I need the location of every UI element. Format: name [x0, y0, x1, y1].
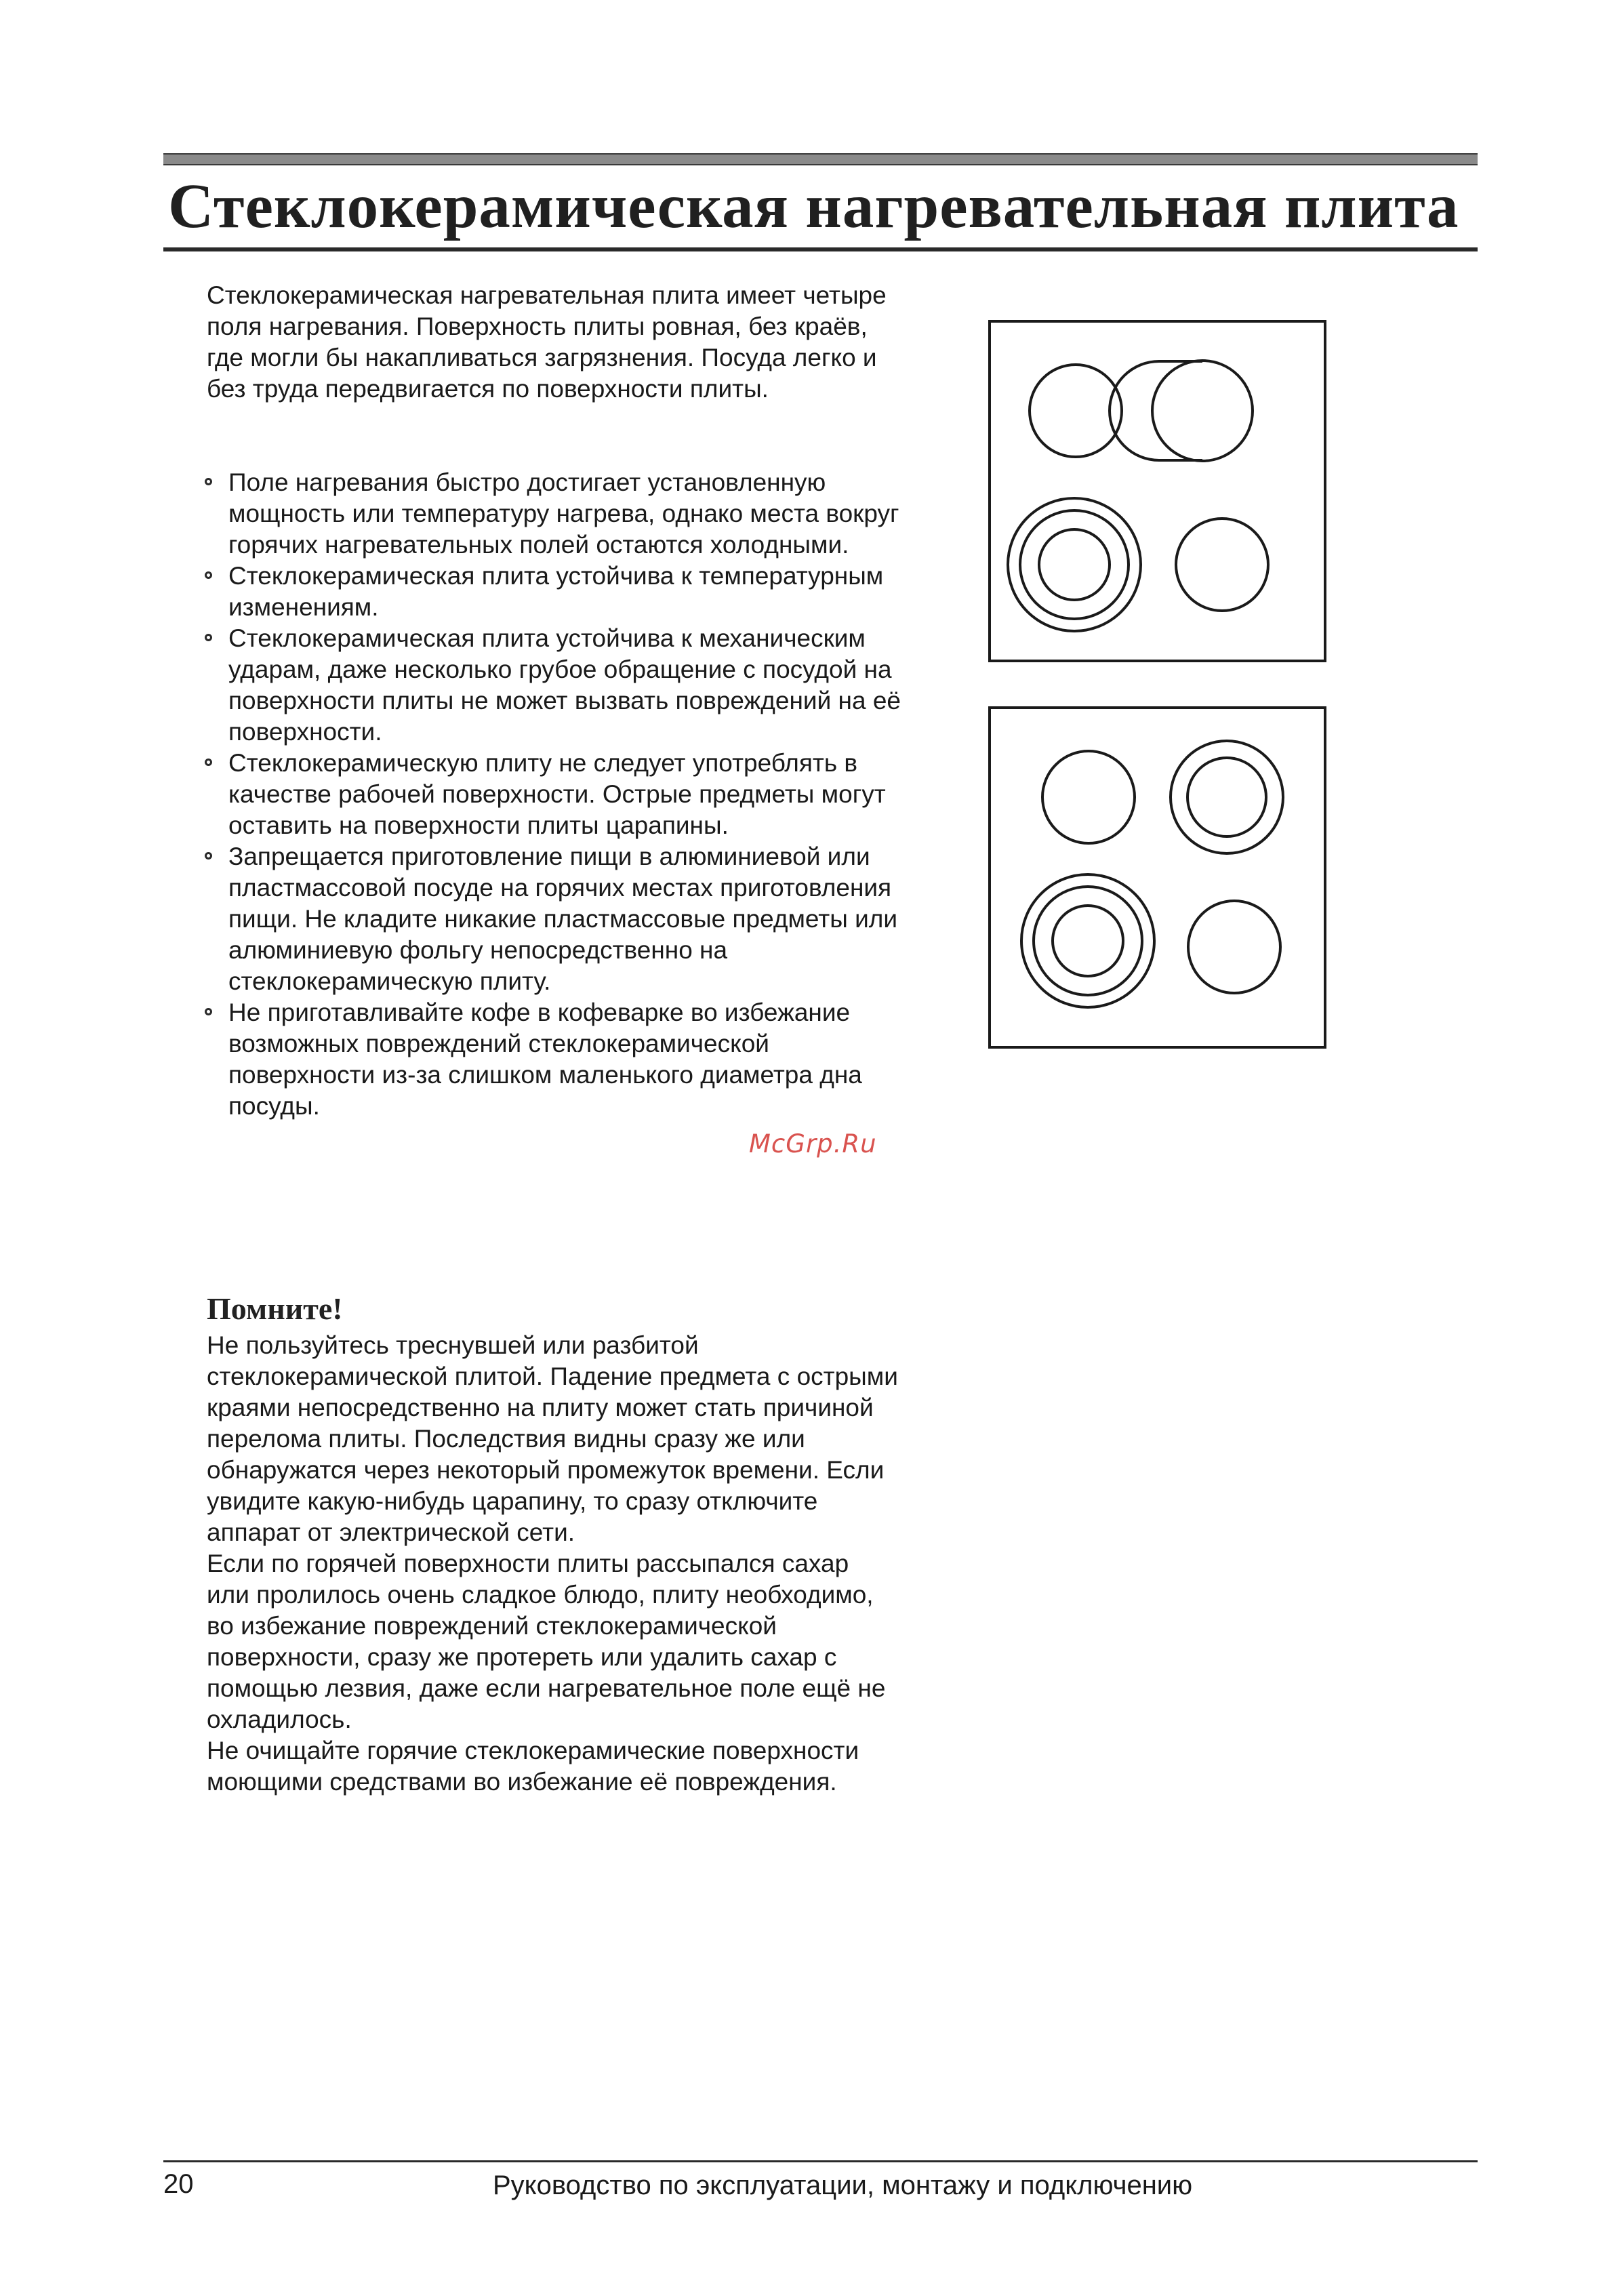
zone-oval-extended-icon [1110, 361, 1202, 460]
list-item-text: Запрещается приготовление пищи в алюминиевой или пластмассовой посуде на горячих местах приготовления пищи. Не кладите никакие пластмассовые предметы или алюминиевую фольгу непосредственно на стеклокерамическую плиту. [228, 843, 898, 995]
list-item-text: Стеклокерамическую плиту не следует употреблять в качестве рабочей поверхности. Острые предметы могут оставить на поверхности плиты царапины. [228, 749, 886, 839]
zone-front-left-icon [1030, 365, 1122, 457]
list-item-text: Стеклокерамическая плита устойчива к механическим ударам, даже несколько грубое обращение с посудой на поверхности плиты не может вызвать повреждений на её поверхности. [228, 624, 901, 746]
hob-diagram-top [988, 320, 1326, 662]
list-item-text: Стеклокерамическая плита устойчива к температурным изменениям. [228, 562, 884, 621]
bullet-icon [205, 478, 212, 485]
list-item [203, 997, 901, 1122]
zone-rear-right-icon [1188, 901, 1280, 993]
bullet-icon [205, 571, 212, 579]
zone-rear-right-icon [1176, 519, 1268, 611]
zone-rear-left-outer-icon [1021, 874, 1154, 1007]
title-underline [163, 247, 1478, 251]
remember-paragraph: Не пользуйтесь треснувшей или разбитой стеклокерамической плитой. Падение предмета с острыми краями непосредственно на плиту может стать причиной перелома плиты. Последствия видны сразу же или обнаружатся через некоторый промежуток времени. Если увидите какую-нибудь царапину, то сразу отключите аппарат от электрической сети. [207, 1331, 898, 1546]
list-item [203, 748, 901, 841]
hob-top-drawing [991, 323, 1324, 660]
hob-bottom-drawing [991, 709, 1324, 1046]
remember-heading: Помните! [207, 1291, 343, 1326]
zone-rear-left-middle-icon [1020, 510, 1129, 619]
page-title: Стеклокерамическая нагревательная плита [168, 171, 1459, 241]
footer-title: Руководство по эксплуатации, монтажу и подключению [493, 2170, 1193, 2200]
list-item [203, 561, 901, 623]
bullet-icon [205, 634, 212, 641]
zone-rear-left-outer-icon [1008, 498, 1141, 631]
zone-rear-left-inner-icon [1039, 529, 1110, 600]
page-number: 20 [163, 2169, 194, 2199]
zone-rear-left-inner-icon [1053, 906, 1123, 976]
zone-front-left-icon [1042, 751, 1135, 843]
feature-list [203, 467, 901, 1122]
header-bar [163, 153, 1478, 165]
hob-diagram-bottom [988, 706, 1326, 1049]
bullet-icon [205, 759, 212, 766]
zone-rear-left-middle-icon [1034, 887, 1142, 995]
footer-rule [163, 2160, 1478, 2162]
zone-front-right-inner-icon [1187, 758, 1266, 836]
zone-dual-right-icon [1152, 361, 1253, 461]
list-item [203, 623, 901, 748]
watermark: McGrp.Ru [749, 1129, 877, 1158]
bullet-icon [205, 1008, 212, 1015]
list-item-text: Поле нагревания быстро достигает установленную мощность или температуру нагрева, однако места вокруг горячих нагревательных полей остаются холодными. [228, 468, 899, 559]
remember-paragraph: Если по горячей поверхности плиты рассыпался сахар или пролилось очень сладкое блюдо, плиту необходимо, во избежание повреждений стеклокерамической поверхности, сразу же протереть или удалить сахар с помощью лезвия, даже если нагревательное поле ещё не охладилось. [207, 1550, 886, 1733]
remember-paragraph: Не очищайте горячие стеклокерамические поверхности моющими средствами во избежание её повреждения. [207, 1737, 859, 1796]
list-item [203, 841, 901, 997]
bullet-icon [205, 852, 212, 860]
list-item [203, 467, 901, 561]
remember-section [207, 1330, 898, 1798]
intro-paragraph: Стеклокерамическая нагревательная плита имеет четыре поля нагревания. Поверхность плиты ровная, без краёв, где могли бы накапливаться загрязнения. Посуда легко и без труда передвигается по поверхности плиты. [207, 281, 887, 403]
list-item-text: Не приготавливайте кофе в кофеварке во избежание возможных повреждений стеклокерамической поверхности из-за слишком маленького диаметра дна посуды. [228, 998, 862, 1120]
